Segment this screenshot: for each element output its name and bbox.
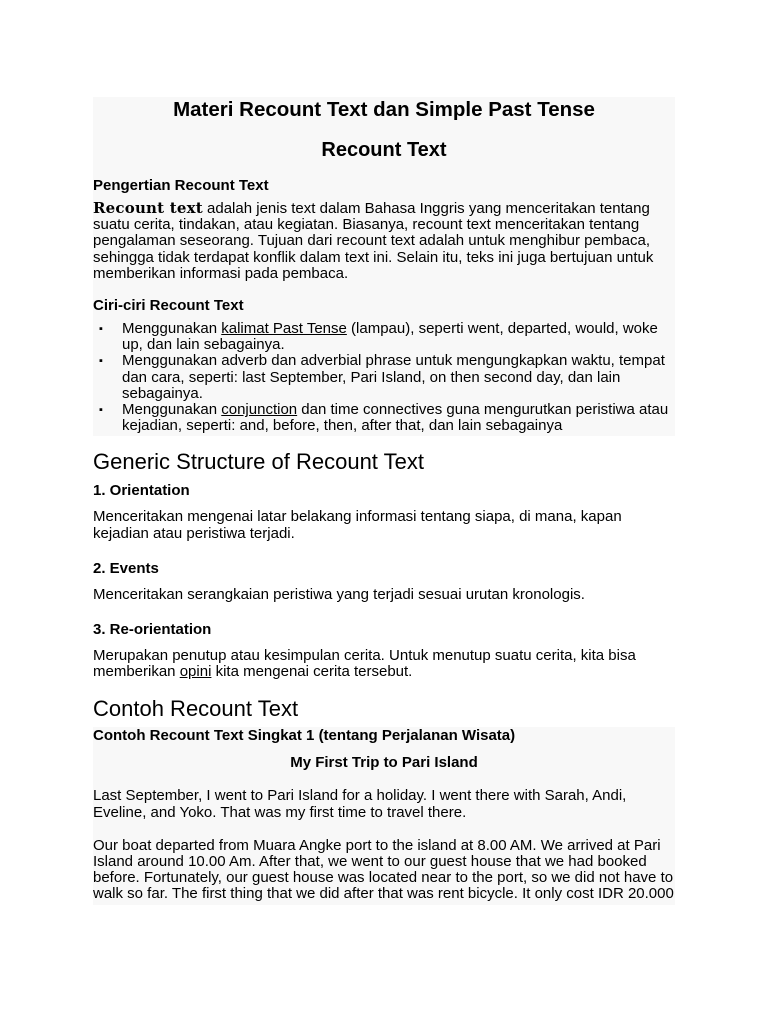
- features-heading: Ciri-ciri Recount Text: [93, 297, 244, 315]
- intro-section: [93, 97, 675, 436]
- list-item: [93, 402, 675, 436]
- structure-heading: Generic Structure of Recount Text: [93, 449, 424, 475]
- features-list: [93, 321, 675, 436]
- orientation-heading: 1. Orientation: [93, 482, 190, 500]
- definition-heading: Pengertian Recount Text: [93, 177, 269, 194]
- story-paragraph-2: Our boat departed from Muara Angke port to the island at 8.00 AM. We arrived at Pari Island around 10.00 Am. After that, we went to our guest house that we had booked before. Fortunately, our guest house was located near to the port, so we did not have to walk so far. The first thing that we did after that was rent bicycle. It only cost IDR 20.000: [93, 836, 674, 903]
- link-kalimat-past-tense[interactable]: kalimat Past Tense: [221, 320, 347, 338]
- list-item-text: Menggunakan: [122, 320, 222, 338]
- bullet-icon: ▪: [99, 323, 103, 336]
- document-title: Materi Recount Text dan Simple Past Tense: [173, 98, 595, 121]
- bullet-icon: ▪: [99, 355, 103, 368]
- list-item-text: (lampau), seperti went, departed, would, woke up, dan lain sebagainya.: [122, 320, 658, 354]
- document-page: [93, 97, 675, 905]
- story-title: My First Trip to Pari Island: [290, 754, 478, 772]
- list-item-text: Menggunakan: [122, 401, 222, 419]
- example-section: [93, 727, 675, 904]
- bullet-icon: ▪: [99, 404, 103, 417]
- story-paragraph-1: Last September, I went to Pari Island for a holiday. I went there with Sarah, Andi, Eveline, and Yoko. That was my first time to travel there.: [93, 787, 627, 821]
- link-conjunction[interactable]: conjunction: [221, 401, 298, 419]
- section-title-recount-text: Recount Text: [321, 139, 447, 161]
- reorientation-text: kita mengenai cerita tersebut.: [211, 663, 413, 681]
- reorientation-heading: 3. Re-orientation: [93, 621, 212, 639]
- list-item: [93, 321, 675, 353]
- definition-keyword: Recount text: [93, 199, 203, 217]
- example-subheading: Contoh Recount Text Singkat 1 (tentang Perjalanan Wisata): [93, 727, 516, 745]
- list-item-text: dan time connectives guna mengurutkan peristiwa atau kejadian, seperti: and, before, then, after that, dan lain sebagainya: [122, 401, 669, 435]
- orientation-paragraph: Menceritakan mengenai latar belakang informasi tentang siapa, di mana, kapan kejadian atau peristiwa terjadi.: [93, 508, 622, 542]
- link-opini[interactable]: opini: [179, 663, 212, 681]
- list-item-text: Menggunakan adverb dan adverbial phrase untuk mengungkapkan waktu, tempat dan cara, seperti: last September, Pari Island, on then second day, dan lain sebagainya.: [122, 352, 665, 402]
- reorientation-text: Merupakan penutup atau kesimpulan cerita. Untuk menutup suatu cerita, kita bisa memberikan: [93, 647, 636, 681]
- events-heading: 2. Events: [93, 559, 159, 577]
- example-heading: Contoh Recount Text: [93, 696, 299, 722]
- list-item: [93, 353, 675, 402]
- definition-paragraph: [93, 200, 675, 282]
- events-paragraph: Menceritakan serangkaian peristiwa yang terjadi sesuai urutan kronologis.: [93, 585, 585, 603]
- reorientation-paragraph: [93, 648, 675, 680]
- definition-body: adalah jenis text dalam Bahasa Inggris yang menceritakan tentang suatu cerita, tindakan, atau kegiatan. Biasanya, recount text menceritakan tentang pengalaman seseorang. Tujuan dari recount text adalah untuk menghibur pembaca, sehingga tidak terdapat konflik dalam text ini. Selain itu, teks ini juga bertujuan untuk memberikan informasi pada pembaca.: [93, 200, 654, 282]
